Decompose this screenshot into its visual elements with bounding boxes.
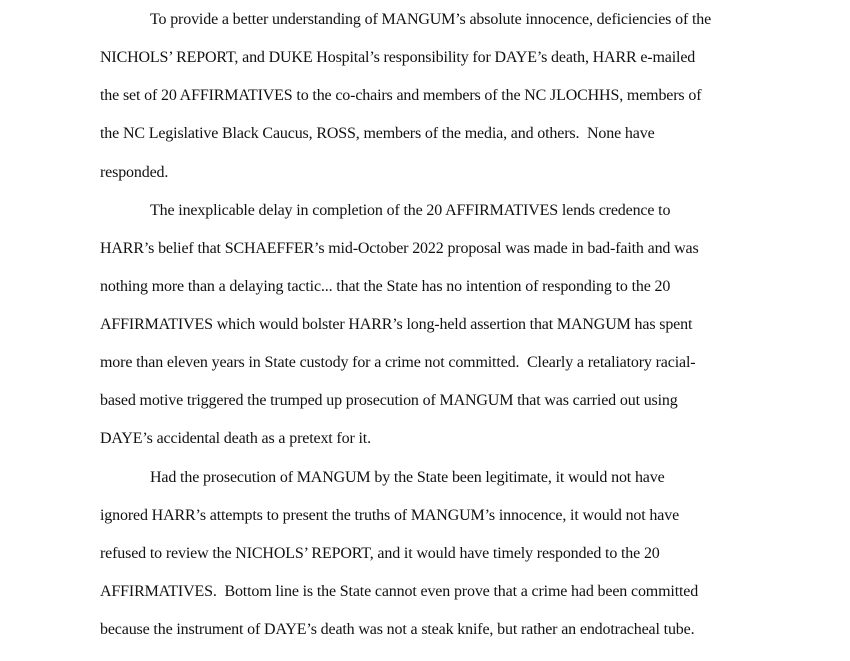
text-line: The inexplicable delay in completion of the 20 AFFIRMATIVES lends credence to — [150, 202, 671, 219]
text-line: refused to review the NICHOLS’ REPORT, and it would have timely responded to the 20 — [100, 545, 660, 562]
text-line: responded. — [100, 164, 169, 181]
text-line: Had the prosecution of MANGUM by the State been legitimate, it would not have — [150, 469, 665, 486]
text-line: nothing more than a delaying tactic... that the State has no intention of responding to the 20 — [100, 278, 671, 295]
text-line: based motive triggered the trumped up prosecution of MANGUM that was carried out using — [100, 392, 678, 409]
text-line: AFFIRMATIVES which would bolster HARR’s long-held assertion that MANGUM has spent — [100, 316, 693, 333]
text-line: the set of 20 AFFIRMATIVES to the co-chairs and members of the NC JLOCHHS, members of — [100, 87, 702, 104]
text-line: AFFIRMATIVES. Bottom line is the State cannot even prove that a crime had been committed — [100, 583, 699, 600]
text-line: To provide a better understanding of MANGUM’s absolute innocence, deficiencies of the — [150, 11, 712, 28]
text-line: HARR’s belief that SCHAEFFER’s mid-October 2022 proposal was made in bad-faith and was — [100, 240, 699, 257]
text-line: the NC Legislative Black Caucus, ROSS, members of the media, and others. None have — [100, 125, 655, 142]
text-line: more than eleven years in State custody for a crime not committed. Clearly a retaliatory racial- — [100, 354, 696, 371]
text-line: NICHOLS’ REPORT, and DUKE Hospital’s responsibility for DAYE’s death, HARR e-mailed — [100, 49, 696, 66]
text-line: DAYE’s accidental death as a pretext for it. — [100, 430, 371, 447]
text-line: because the instrument of DAYE’s death was not a steak knife, but rather an endotracheal tube. — [100, 621, 695, 638]
text-line: ignored HARR’s attempts to present the truths of MANGUM’s innocence, it would not have — [100, 507, 680, 524]
